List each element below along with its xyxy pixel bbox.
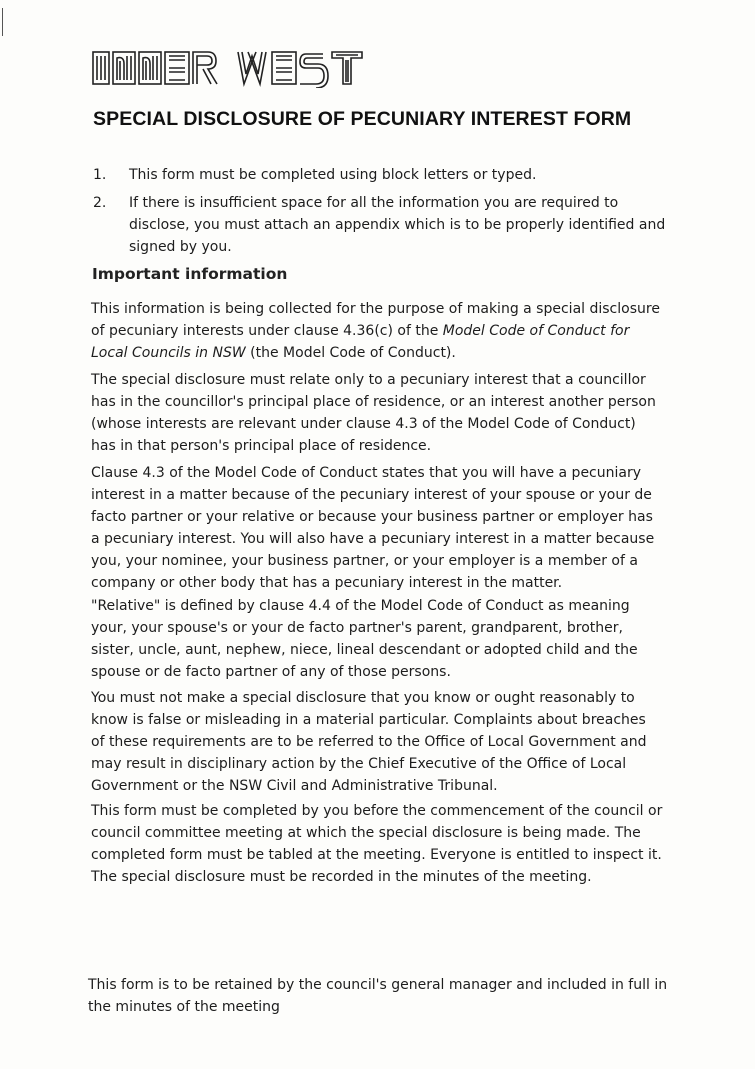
paragraph-principal-residence: The special disclosure must relate only to a pecuniary interest that a councillor has in the councillor's principal place of residence, or an interest another person (whose interests are relevant under clause 4.3 of the Model Code of Conduct) has in that person's principal place of residence. bbox=[91, 372, 656, 454]
scan-edge-line bbox=[2, 8, 3, 36]
instruction-text: This form must be completed using block letters or typed. bbox=[129, 167, 537, 183]
paragraph-relative-definition: "Relative" is defined by clause 4.4 of the Model Code of Conduct as meaning your, your spouse's or your de facto partner's parent, grandparent, brother, sister, uncle, aunt, nephew, niece, lineal descendant or adopted child and the spouse or de facto partner of any of those persons. bbox=[91, 598, 638, 680]
paragraph-false-disclosure: You must not make a special disclosure that you know or ought reasonably to know is false or misleading in a material particular. Complaints about breaches of these requirements are to be referred to the Office of Local Government and may result in disciplinary action by the Chief Executive of the Office of Local Government or the NSW Civil and Administrative Tribunal. bbox=[91, 690, 647, 794]
retention-note: This form is to be retained by the council's general manager and included in full in the minutes of the meeting bbox=[88, 977, 668, 1015]
instruction-number: 1. bbox=[93, 167, 107, 183]
paragraph-collection-purpose bbox=[91, 298, 663, 364]
instruction-item-1 bbox=[93, 164, 673, 186]
form-title: SPECIAL DISCLOSURE OF PECUNIARY INTEREST FORM bbox=[93, 108, 632, 130]
paragraph-text: (the Model Code of Conduct). bbox=[245, 345, 456, 361]
instruction-number: 2. bbox=[93, 195, 107, 211]
paragraph-completion-timing: This form must be completed by you before the commencement of the council or council committee meeting at which the special disclosure is being made. The completed form must be tabled at the meeting. Everyone is entitled to inspect it. The special disclosure must be recorded in the minutes of the meeting. bbox=[91, 803, 663, 885]
paragraph-text: This information is being collected for the purpose of making a special disclosure of pecuniary interests under clause 4.36(c) of the bbox=[91, 301, 660, 339]
instruction-item-2 bbox=[93, 192, 673, 258]
model-code-title: Model Code of Conduct for Local Councils in NSW bbox=[91, 323, 630, 361]
inner-west-logo bbox=[92, 48, 372, 88]
instruction-text: If there is insufficient space for all the information you are required to disclose, you must attach an appendix which is to be properly identified and signed by you. bbox=[129, 195, 666, 255]
important-information-heading: Important information bbox=[92, 265, 288, 283]
paragraph-clause-4-3: Clause 4.3 of the Model Code of Conduct states that you will have a pecuniary interest in a matter because of the pecuniary interest of your spouse or your de facto partner or your relative or because your business partner or employer has a pecuniary interest. You will also have a pecuniary interest in a matter because you, your nominee, your business partner, or your employer is a member of a company or other body that has a pecuniary interest in the matter. bbox=[91, 465, 655, 591]
